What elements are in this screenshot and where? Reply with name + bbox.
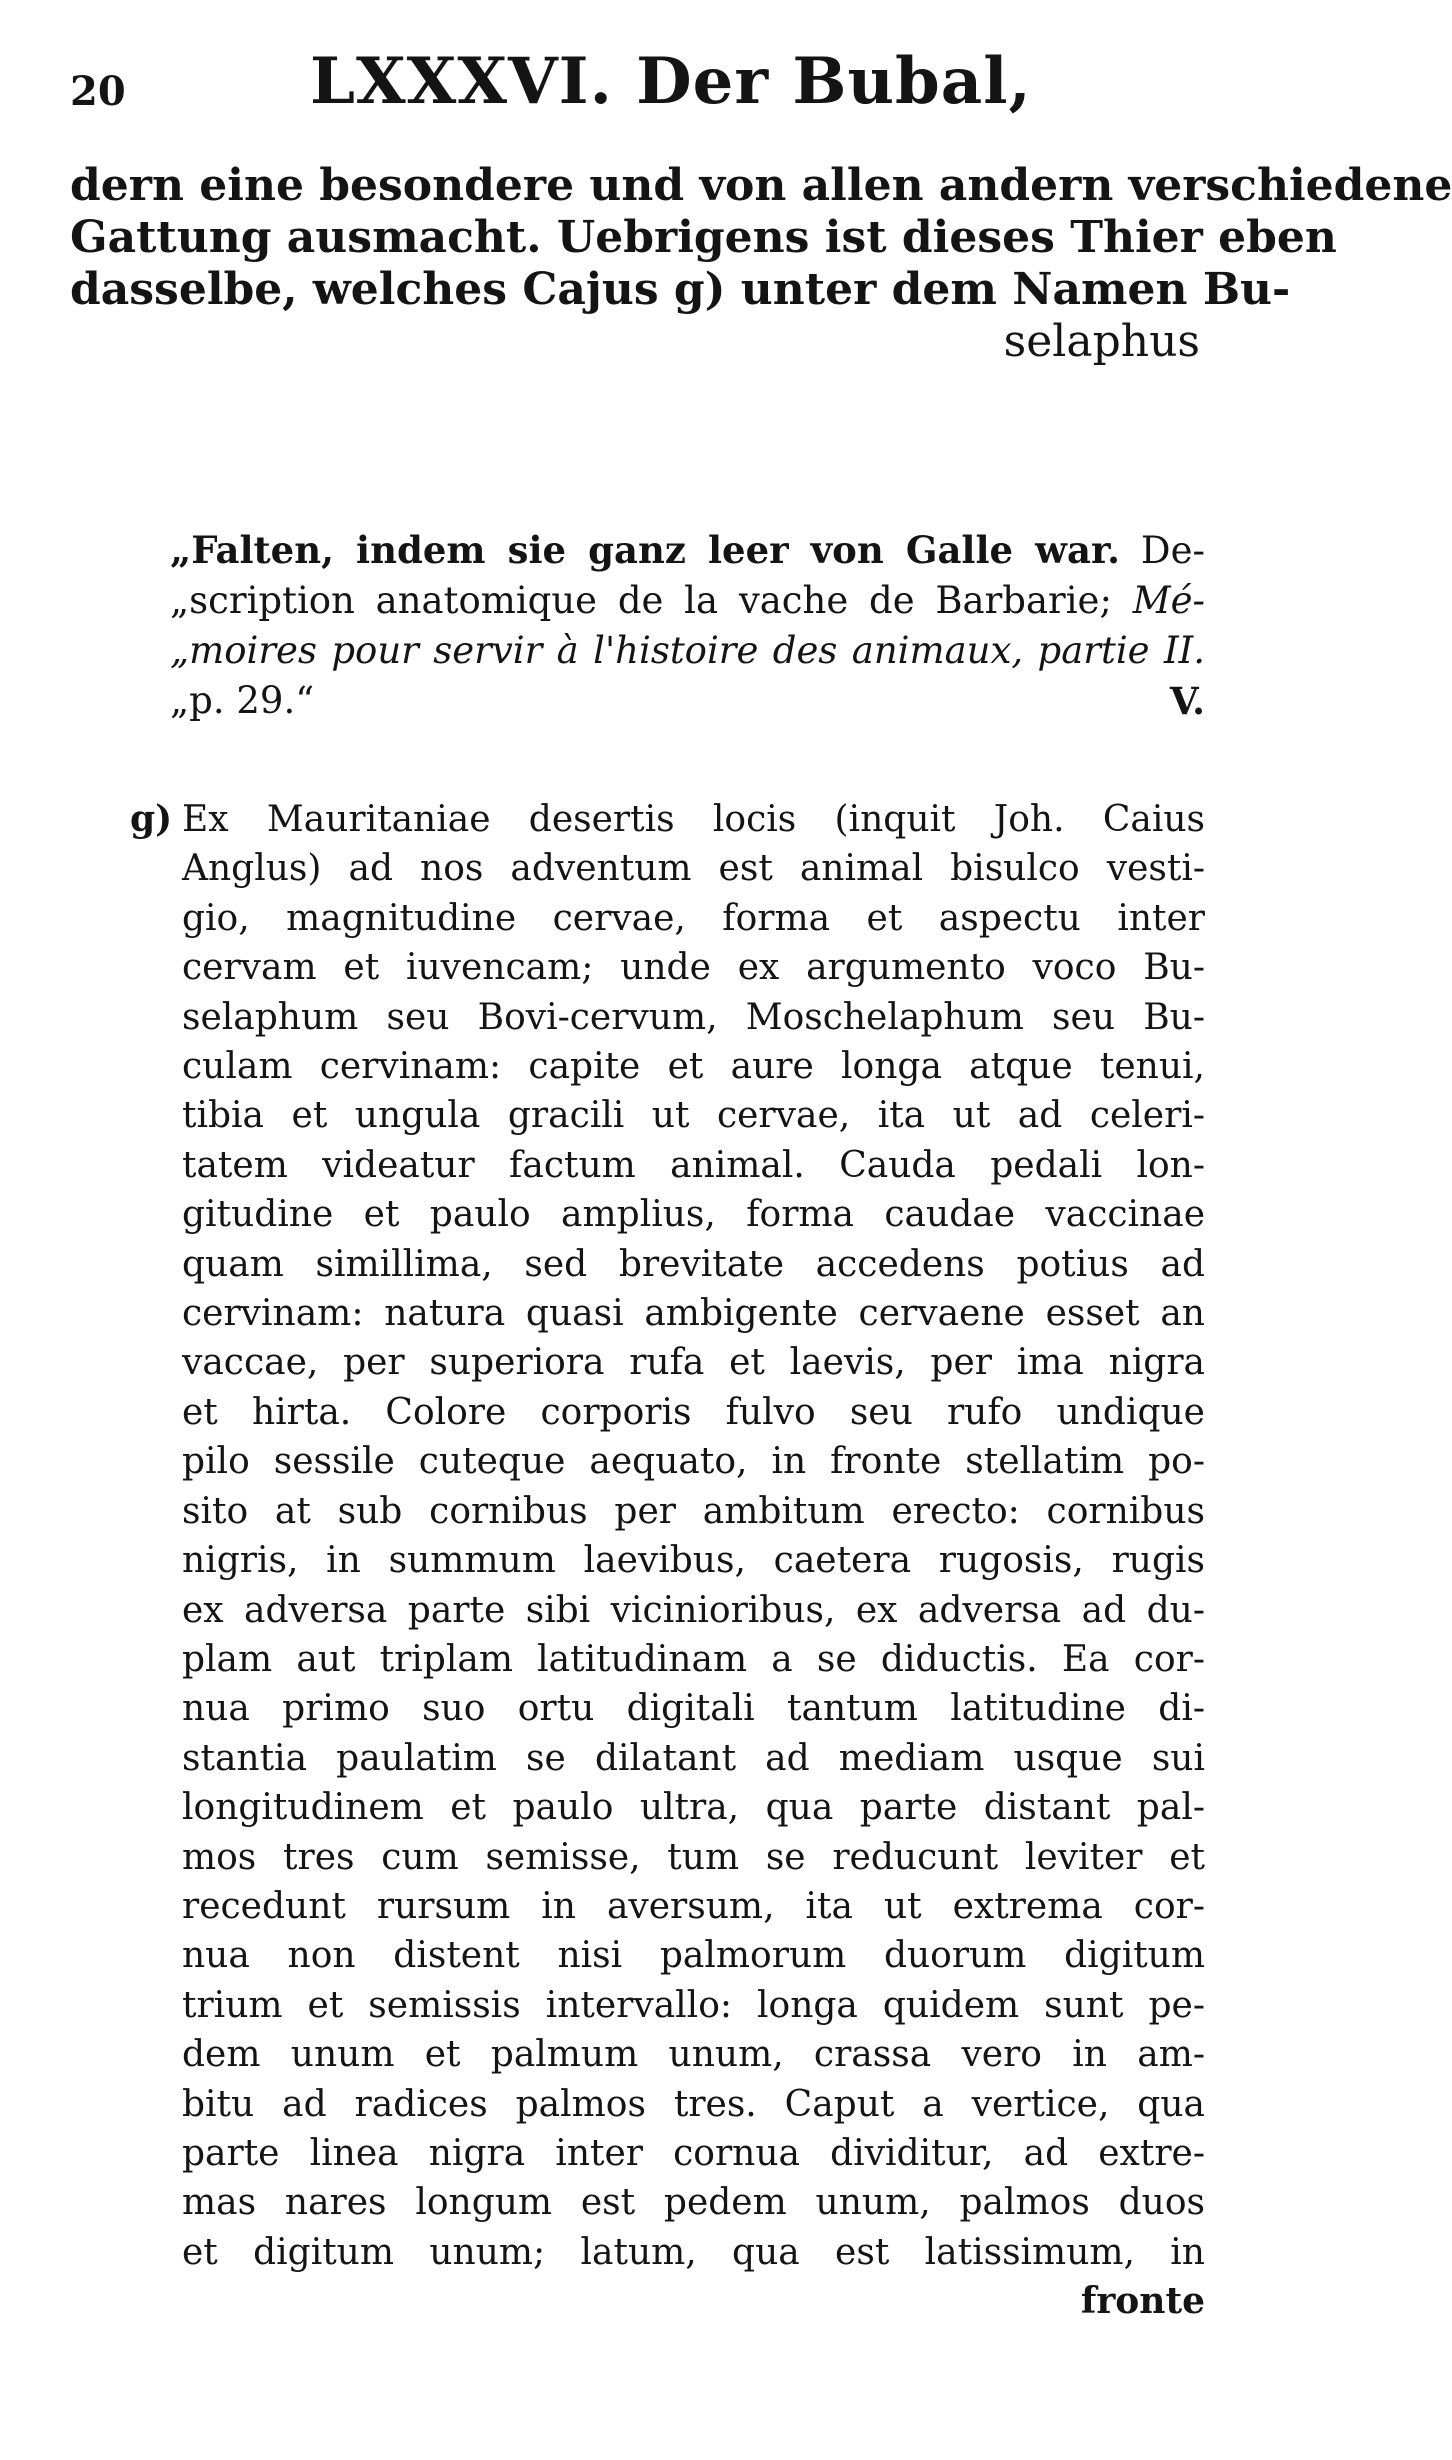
page-number: 20 [70, 68, 126, 115]
footnote-line: selaphum seu Bovi-cervum, Moschelaphum seu Bu- [182, 996, 1205, 1038]
footnote-g [130, 795, 1205, 2327]
footnote-line: longitudinem et paulo ultra, qua parte distant pal- [182, 1787, 1205, 1829]
footnote-line: bitu ad radices palmos tres. Caput a vertice, qua [182, 2083, 1205, 2125]
footnote-line: nigris, in summum laevibus, caetera rugosis, rugis [182, 1540, 1205, 1582]
footnote-marker: g) [130, 798, 173, 840]
footnote-line: Ex Mauritaniae desertis locis (inquit Joh. Caius [182, 799, 1205, 840]
footnote-line: vaccae, per superiora rufa et laevis, per ima nigra [182, 1342, 1205, 1384]
footnote-italic-text: Mé- [1132, 579, 1205, 622]
footnote-line: Anglus) ad nos adventum est animal bisulco vesti- [182, 848, 1205, 890]
running-title: LXXXVI. Der Bubal, [310, 44, 1032, 119]
footnote-line: mos tres cum semisse, tum se reducunt leviter et [182, 1836, 1205, 1878]
footnote-line: recedunt rursum in aversum, ita ut extrema cor- [182, 1885, 1205, 1927]
footnote-line: et hirta. Colore corporis fulvo seu rufo undique [182, 1391, 1205, 1433]
footnote-body [130, 795, 1205, 2277]
main-text [70, 160, 1452, 368]
footnote-line: pilo sessile cuteque aequato, in fronte stellatim po- [182, 1441, 1205, 1483]
footnote-line: nua primo suo ortu digitali tantum latitudine di- [182, 1688, 1205, 1730]
footnote-line: dem unum et palmum unum, crassa vero in am- [182, 2034, 1205, 2076]
footnote-reference: „p. 29.“ [170, 679, 315, 722]
footnote-line: cervam et iuvencam; unde ex argumento voco Bu- [182, 947, 1205, 989]
footnote-line: ex adversa parte sibi vicinioribus, ex adversa ad du- [182, 1589, 1205, 1631]
footnote-line: tatem videatur factum animal. Cauda pedali lon- [182, 1144, 1205, 1186]
footnote-text: „scription anatomique de la vache de Barbarie; [170, 579, 1112, 622]
page-header [70, 38, 1210, 118]
text-line-last: selaphus [1003, 316, 1200, 367]
footnote-line: quam simillima, sed brevitate accedens potius ad [182, 1243, 1205, 1285]
text-line: Gattung ausmacht. Uebrigens ist dieses Thier eben [70, 212, 1337, 263]
footnote-line [170, 576, 1205, 626]
footnote-line [170, 676, 1205, 726]
footnote-line: stantia paulatim se dilatant ad mediam usque sui [182, 1737, 1205, 1779]
footnote-line: gitudine et paulo amplius, forma caudae vaccinae [182, 1194, 1205, 1236]
text-line: dasselbe, welches Cajus g) unter dem Namen Bu- [70, 264, 1291, 315]
footnote-line: „moires pour servir à l'histoire des animaux, partie II. [170, 629, 1205, 672]
footnote-v [170, 525, 1205, 726]
footnote-line: nua non distent nisi palmorum duorum digitum [182, 1935, 1205, 1977]
footnote-line: et digitum unum; latum, qua est latissimum, in [182, 2231, 1205, 2273]
footnote-text: De- [1140, 529, 1205, 572]
text-line: dern eine besondere und von allen andern verschiedene [70, 160, 1452, 211]
footnote-line: trium et semissis intervallo: longa quidem sunt pe- [182, 1984, 1205, 2026]
footnote-line: mas nares longum est pedem unum, palmos duos [182, 2182, 1205, 2224]
footnote-line: gio, magnitudine cervae, forma et aspectu inter [182, 897, 1205, 939]
footnote-line: parte linea nigra inter cornua dividitur, ad extre- [182, 2132, 1205, 2174]
footnote-line [170, 525, 1205, 576]
footnote-signature: V. [1169, 679, 1205, 723]
catchword: fronte [1080, 2280, 1205, 2323]
footnote-line: tibia et ungula gracili ut cervae, ita ut ad celeri- [182, 1095, 1205, 1137]
footnote-line: sito at sub cornibus per ambitum erecto: cornibus [182, 1490, 1205, 1532]
footnote-quote-text: „Falten, indem sie ganz leer von Galle war. [170, 528, 1120, 572]
footnote-line: culam cervinam: capite et aure longa atque tenui, [182, 1046, 1205, 1088]
footnote-line: plam aut triplam latitudinam a se diductis. Ea cor- [182, 1638, 1205, 1680]
footnote-line: cervinam: natura quasi ambigente cervaene esset an [182, 1293, 1205, 1335]
